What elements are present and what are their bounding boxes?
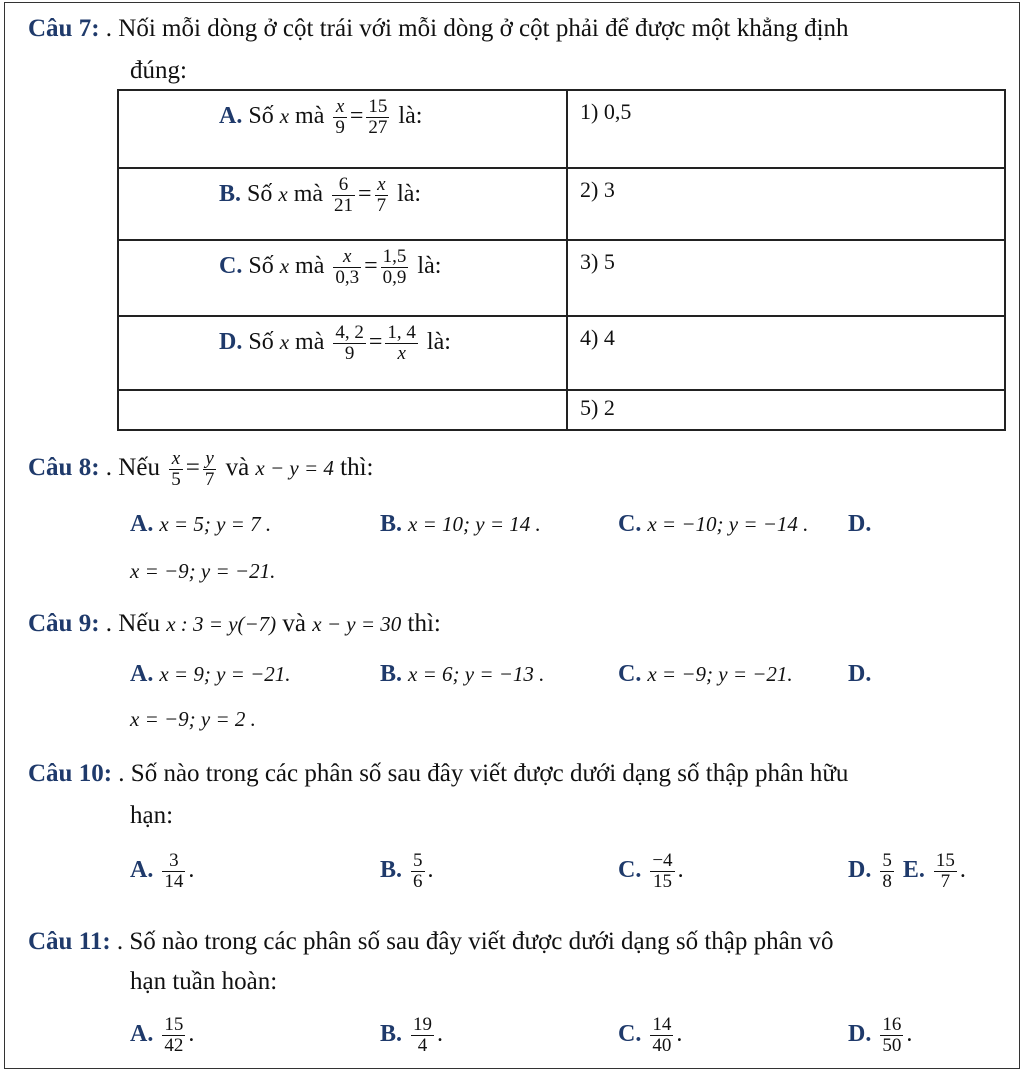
q9-label: Câu 9: <box>28 610 100 637</box>
table-row <box>118 90 1005 168</box>
right-cell-4: 4) 4 <box>567 316 1005 390</box>
table-row <box>118 240 1005 316</box>
fraction: $\frac{x}{7}$ <box>376 174 387 216</box>
cell-text: Số <box>248 253 274 280</box>
q10-option-d-e: D. $\frac{5}{8}$ E. $\frac{15}{7}$ . <box>848 849 966 892</box>
option-letter: D. <box>219 329 243 356</box>
left-cell-empty <box>118 390 567 430</box>
left-cell-b: B. Số x mà $\frac{6}{21}$ = $\frac{x}{7}$ là: <box>118 168 567 240</box>
table-row <box>118 168 1005 240</box>
cell-text: mà <box>293 181 324 208</box>
q8-text: . Nếu <box>99 454 160 481</box>
q8-option-a: A. x = 5; y = 7 . <box>130 511 272 537</box>
fraction: $\frac{y}{7}$ <box>204 447 215 490</box>
q10-prompt <box>28 760 848 788</box>
left-cell-a: A. Số x mà $\frac{x}{9}$ = $\frac{15}{27}$ là: <box>118 90 567 168</box>
q10-text-line1: . Số nào trong các phân số sau đây viết được dưới dạng số thập phân hữu <box>112 760 849 787</box>
q9-option-d-letter: D. <box>848 661 872 687</box>
q9-text: và <box>282 610 307 637</box>
q9-option-b: B. x = 6; y = −13 . <box>380 661 545 687</box>
cell-text: là: <box>417 253 442 280</box>
cell-text: mà <box>295 329 325 356</box>
right-cell-3: 3) 5 <box>567 240 1005 316</box>
q8-text: thì: <box>340 454 374 481</box>
q10-option-b: B. $\frac{5}{6}$ . <box>380 849 434 892</box>
q8-prompt: Câu 8: . Nếu $\frac{x}{5}$ = $\frac{y}{7}$ và x − y = 4 thì: <box>28 447 374 490</box>
cell-text: là: <box>397 181 422 208</box>
fraction: $\frac{15}{27}$ <box>368 96 388 138</box>
q10-option-a: A. $\frac{3}{14}$ . <box>130 849 195 892</box>
q9-option-a: A. x = 9; y = −21. <box>130 661 291 687</box>
cell-text: mà <box>295 253 325 280</box>
table-row <box>118 390 1005 430</box>
right-cell-5: 5) 2 <box>567 390 1005 430</box>
fraction: $\frac{x}{9}$ <box>335 96 345 138</box>
cell-text: là: <box>426 329 451 356</box>
q9-condition: x − y = 30 <box>312 612 402 636</box>
q11-prompt <box>28 928 834 956</box>
fraction: $\frac{4, 2}{9}$ <box>335 322 364 364</box>
q10-option-c: C. $\frac{-4}{15}$ . <box>618 849 684 892</box>
right-cell-2: 2) 3 <box>567 168 1005 240</box>
q7-label: Câu 7: <box>28 15 100 42</box>
variable: x <box>279 330 290 355</box>
q9-prompt <box>28 610 441 638</box>
q11-option-c: C. $\frac{14}{40}$ . <box>618 1013 683 1056</box>
q8-option-d-letter: D. <box>848 511 872 537</box>
q9-text: thì: <box>407 610 441 637</box>
cell-text: là: <box>398 103 423 130</box>
option-letter: C. <box>219 253 243 280</box>
fraction: $\frac{x}{0,3}$ <box>335 246 360 288</box>
variable: x <box>279 254 290 279</box>
q9-option-c: C. x = −9; y = −21. <box>618 661 793 687</box>
cell-text: Số <box>248 103 274 130</box>
q9-expression: x : 3 = y(−7) <box>166 612 277 636</box>
q11-option-d: D. $\frac{16}{50}$ . <box>848 1013 913 1056</box>
q11-label: Câu 11: <box>28 928 111 955</box>
fraction: $\frac{x}{5}$ <box>171 447 181 490</box>
q8-text: và <box>225 454 250 481</box>
matching-table <box>117 89 1006 431</box>
q10-text-line2: hạn: <box>130 802 174 829</box>
q9-option-d: x = −9; y = 2 . <box>130 707 256 731</box>
q10-label: Câu 10: <box>28 760 113 787</box>
fraction: $\frac{1, 4}{x}$ <box>387 322 416 364</box>
right-cell-1: 1) 0,5 <box>567 90 1005 168</box>
left-cell-d: D. Số x mà $\frac{4, 2}{9}$ = $\frac{1, 4}{x}$ là: <box>118 316 567 390</box>
q8-condition: x − y = 4 <box>255 456 334 480</box>
cell-text: Số <box>248 329 274 356</box>
q7-text-line2: đúng: <box>130 57 187 84</box>
q11-text-line2: hạn tuần hoàn: <box>130 968 278 995</box>
cell-text: Số <box>247 181 273 208</box>
variable: x <box>278 182 288 207</box>
q8-option-c: C. x = −10; y = −14 . <box>618 511 809 537</box>
q11-option-a: A. $\frac{15}{42}$ . <box>130 1013 195 1056</box>
option-letter: A. <box>219 103 243 130</box>
q7-prompt <box>28 15 849 43</box>
q8-label: Câu 8: <box>28 454 100 481</box>
option-letter: B. <box>219 181 242 208</box>
q7-text-line1: . Nối mỗi dòng ở cột trái với mỗi dòng ở cột phải để được một khẳng định <box>99 15 849 42</box>
table-row <box>118 316 1005 390</box>
fraction: $\frac{6}{21}$ <box>334 174 354 216</box>
q9-text: . Nếu <box>99 610 160 637</box>
q11-text-line1: . Số nào trong các phân số sau đây viết được dưới dạng số thập phân vô <box>110 928 834 955</box>
q8-option-b: B. x = 10; y = 14 . <box>380 511 541 537</box>
left-cell-c: C. Số x mà $\frac{x}{0,3}$ = $\frac{1,5}{0,9}$ là: <box>118 240 567 316</box>
cell-text: mà <box>295 103 325 130</box>
q8-option-d: x = −9; y = −21. <box>130 559 276 583</box>
fraction: $\frac{1,5}{0,9}$ <box>382 246 407 288</box>
q11-option-b: B. $\frac{19}{4}$ . <box>380 1013 444 1056</box>
variable: x <box>279 104 290 129</box>
